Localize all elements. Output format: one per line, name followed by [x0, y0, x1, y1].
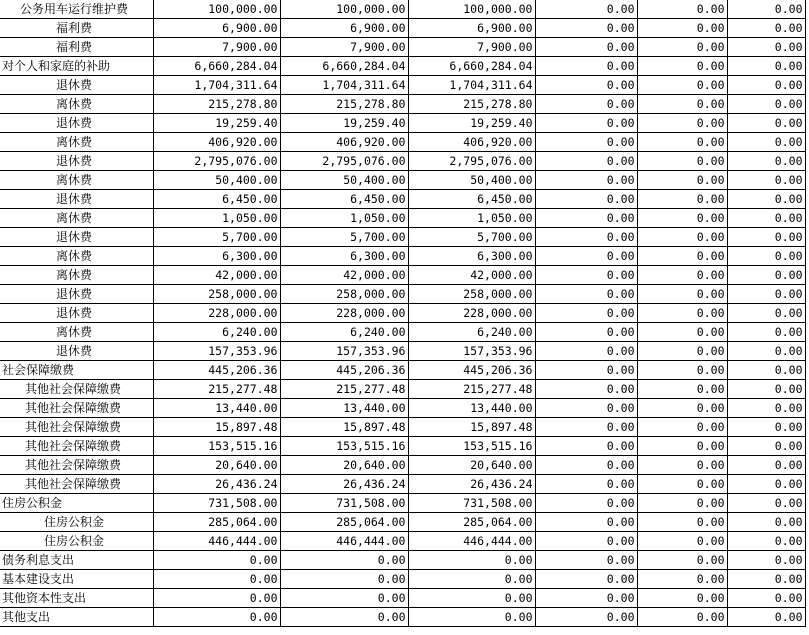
amount-col5-cell[interactable]: 0.00 — [637, 0, 727, 19]
amount-col6-cell[interactable]: 0.00 — [727, 399, 805, 418]
amount-col4-cell[interactable]: 0.00 — [535, 399, 637, 418]
amount-col6-cell[interactable]: 0.00 — [727, 114, 805, 133]
amount-col5-cell[interactable]: 0.00 — [637, 589, 727, 608]
amount-subtotal-cell[interactable]: 406,920.00 — [280, 133, 408, 152]
amount-col5-cell[interactable]: 0.00 — [637, 494, 727, 513]
amount-general-cell[interactable]: 258,000.00 — [408, 285, 535, 304]
amount-total-cell[interactable]: 6,660,284.04 — [153, 57, 280, 76]
row-label-cell[interactable]: 社会保障缴费 — [0, 361, 153, 380]
amount-col5-cell[interactable]: 0.00 — [637, 456, 727, 475]
amount-subtotal-cell[interactable]: 285,064.00 — [280, 513, 408, 532]
table-row — [0, 228, 805, 247]
amount-subtotal-cell[interactable]: 731,508.00 — [280, 494, 408, 513]
amount-col5-cell[interactable]: 0.00 — [637, 285, 727, 304]
amount-general-cell[interactable]: 228,000.00 — [408, 304, 535, 323]
amount-col6-cell[interactable]: 0.00 — [727, 323, 805, 342]
amount-subtotal-cell[interactable]: 157,353.96 — [280, 342, 408, 361]
amount-col4-cell[interactable]: 0.00 — [535, 133, 637, 152]
amount-subtotal-cell[interactable]: 0.00 — [280, 570, 408, 589]
table-row — [0, 570, 805, 589]
amount-total-cell[interactable]: 0.00 — [153, 551, 280, 570]
amount-col4-cell[interactable]: 0.00 — [535, 418, 637, 437]
amount-col5-cell[interactable]: 0.00 — [637, 532, 727, 551]
amount-col6-cell[interactable]: 0.00 — [727, 532, 805, 551]
amount-subtotal-cell[interactable]: 445,206.36 — [280, 361, 408, 380]
row-label-cell[interactable]: 退休费 — [0, 342, 153, 361]
table-row — [0, 551, 805, 570]
table-row — [0, 608, 805, 627]
amount-total-cell[interactable]: 228,000.00 — [153, 304, 280, 323]
amount-total-cell[interactable]: 19,259.40 — [153, 114, 280, 133]
amount-col5-cell[interactable]: 0.00 — [637, 57, 727, 76]
amount-col4-cell[interactable]: 0.00 — [535, 57, 637, 76]
amount-col6-cell[interactable]: 0.00 — [727, 209, 805, 228]
amount-col4-cell[interactable]: 0.00 — [535, 0, 637, 19]
row-label-cell[interactable]: 对个人和家庭的补助 — [0, 57, 153, 76]
amount-col4-cell[interactable]: 0.00 — [535, 456, 637, 475]
row-label-cell[interactable]: 离休费 — [0, 171, 153, 190]
amount-col4-cell[interactable]: 0.00 — [535, 114, 637, 133]
amount-col6-cell[interactable]: 0.00 — [727, 266, 805, 285]
row-label-cell[interactable]: 福利费 — [0, 38, 153, 57]
amount-col4-cell[interactable]: 0.00 — [535, 209, 637, 228]
amount-total-cell[interactable]: 445,206.36 — [153, 361, 280, 380]
amount-col4-cell[interactable]: 0.00 — [535, 304, 637, 323]
table-row — [0, 19, 805, 38]
amount-general-cell[interactable]: 0.00 — [408, 570, 535, 589]
amount-total-cell[interactable]: 20,640.00 — [153, 456, 280, 475]
amount-general-cell[interactable]: 731,508.00 — [408, 494, 535, 513]
amount-col5-cell[interactable]: 0.00 — [637, 437, 727, 456]
amount-col4-cell[interactable]: 0.00 — [535, 532, 637, 551]
row-label-cell[interactable]: 离休费 — [0, 323, 153, 342]
amount-subtotal-cell[interactable]: 15,897.48 — [280, 418, 408, 437]
amount-col6-cell[interactable]: 0.00 — [727, 247, 805, 266]
row-label-cell[interactable]: 离休费 — [0, 209, 153, 228]
table-row — [0, 285, 805, 304]
amount-subtotal-cell[interactable]: 1,050.00 — [280, 209, 408, 228]
table-row — [0, 494, 805, 513]
amount-subtotal-cell[interactable]: 6,660,284.04 — [280, 57, 408, 76]
amount-general-cell[interactable]: 0.00 — [408, 608, 535, 627]
amount-general-cell[interactable]: 100,000.00 — [408, 0, 535, 19]
amount-col5-cell[interactable]: 0.00 — [637, 38, 727, 57]
table-row — [0, 513, 805, 532]
amount-general-cell[interactable]: 20,640.00 — [408, 456, 535, 475]
amount-subtotal-cell[interactable]: 13,440.00 — [280, 399, 408, 418]
amount-col4-cell[interactable]: 0.00 — [535, 437, 637, 456]
row-label-cell[interactable]: 住房公积金 — [0, 513, 153, 532]
amount-subtotal-cell[interactable]: 6,900.00 — [280, 19, 408, 38]
amount-general-cell[interactable]: 2,795,076.00 — [408, 152, 535, 171]
amount-col6-cell[interactable]: 0.00 — [727, 361, 805, 380]
row-label-cell[interactable]: 其他资本性支出 — [0, 589, 153, 608]
amount-col4-cell[interactable]: 0.00 — [535, 551, 637, 570]
amount-total-cell[interactable]: 731,508.00 — [153, 494, 280, 513]
row-label-cell[interactable]: 离休费 — [0, 266, 153, 285]
amount-col5-cell[interactable]: 0.00 — [637, 608, 727, 627]
amount-col6-cell[interactable]: 0.00 — [727, 0, 805, 19]
row-label-cell[interactable]: 退休费 — [0, 152, 153, 171]
amount-col6-cell[interactable]: 0.00 — [727, 551, 805, 570]
amount-col6-cell[interactable]: 0.00 — [727, 57, 805, 76]
amount-general-cell[interactable]: 6,240.00 — [408, 323, 535, 342]
amount-col5-cell[interactable]: 0.00 — [637, 76, 727, 95]
amount-total-cell[interactable]: 215,278.80 — [153, 95, 280, 114]
amount-col5-cell[interactable]: 0.00 — [637, 399, 727, 418]
amount-general-cell[interactable]: 6,450.00 — [408, 190, 535, 209]
amount-subtotal-cell[interactable]: 0.00 — [280, 608, 408, 627]
amount-col6-cell[interactable]: 0.00 — [727, 133, 805, 152]
amount-total-cell[interactable]: 6,900.00 — [153, 19, 280, 38]
amount-col5-cell[interactable]: 0.00 — [637, 304, 727, 323]
amount-subtotal-cell[interactable]: 0.00 — [280, 589, 408, 608]
table-row — [0, 532, 805, 551]
amount-col5-cell[interactable]: 0.00 — [637, 209, 727, 228]
amount-col4-cell[interactable]: 0.00 — [535, 95, 637, 114]
amount-general-cell[interactable]: 1,704,311.64 — [408, 76, 535, 95]
amount-total-cell[interactable]: 2,795,076.00 — [153, 152, 280, 171]
amount-subtotal-cell[interactable]: 5,700.00 — [280, 228, 408, 247]
amount-subtotal-cell[interactable]: 215,277.48 — [280, 380, 408, 399]
row-label-cell[interactable]: 离休费 — [0, 95, 153, 114]
amount-col6-cell[interactable]: 0.00 — [727, 228, 805, 247]
row-label-cell[interactable]: 住房公积金 — [0, 532, 153, 551]
table-row — [0, 475, 805, 494]
amount-general-cell[interactable]: 6,900.00 — [408, 19, 535, 38]
row-label-cell[interactable]: 离休费 — [0, 247, 153, 266]
amount-col6-cell[interactable]: 0.00 — [727, 304, 805, 323]
amount-col6-cell[interactable]: 0.00 — [727, 190, 805, 209]
amount-col6-cell[interactable]: 0.00 — [727, 494, 805, 513]
amount-col5-cell[interactable]: 0.00 — [637, 247, 727, 266]
table-row — [0, 399, 805, 418]
amount-col5-cell[interactable]: 0.00 — [637, 190, 727, 209]
amount-col5-cell[interactable]: 0.00 — [637, 323, 727, 342]
row-label-cell[interactable]: 退休费 — [0, 76, 153, 95]
amount-subtotal-cell[interactable]: 19,259.40 — [280, 114, 408, 133]
table-row — [0, 342, 805, 361]
row-label-cell[interactable]: 退休费 — [0, 190, 153, 209]
amount-subtotal-cell[interactable]: 26,436.24 — [280, 475, 408, 494]
amount-general-cell[interactable]: 0.00 — [408, 551, 535, 570]
amount-subtotal-cell[interactable]: 2,795,076.00 — [280, 152, 408, 171]
amount-subtotal-cell[interactable]: 6,300.00 — [280, 247, 408, 266]
amount-total-cell[interactable]: 5,700.00 — [153, 228, 280, 247]
table-row — [0, 589, 805, 608]
amount-total-cell[interactable]: 215,277.48 — [153, 380, 280, 399]
table-row — [0, 0, 805, 19]
amount-general-cell[interactable]: 446,444.00 — [408, 532, 535, 551]
amount-col6-cell[interactable]: 0.00 — [727, 171, 805, 190]
amount-col4-cell[interactable]: 0.00 — [535, 513, 637, 532]
amount-subtotal-cell[interactable]: 20,640.00 — [280, 456, 408, 475]
row-label-cell[interactable]: 离休费 — [0, 133, 153, 152]
row-label-cell[interactable]: 福利费 — [0, 19, 153, 38]
amount-total-cell[interactable]: 100,000.00 — [153, 0, 280, 19]
amount-col6-cell[interactable]: 0.00 — [727, 570, 805, 589]
amount-col6-cell[interactable]: 0.00 — [727, 456, 805, 475]
amount-general-cell[interactable]: 15,897.48 — [408, 418, 535, 437]
amount-col5-cell[interactable]: 0.00 — [637, 418, 727, 437]
amount-subtotal-cell[interactable]: 446,444.00 — [280, 532, 408, 551]
table-row — [0, 361, 805, 380]
amount-total-cell[interactable]: 7,900.00 — [153, 38, 280, 57]
row-label-cell[interactable]: 其他社会保障缴费 — [0, 475, 153, 494]
amount-col4-cell[interactable]: 0.00 — [535, 247, 637, 266]
amount-col4-cell[interactable]: 0.00 — [535, 380, 637, 399]
amount-total-cell[interactable]: 15,897.48 — [153, 418, 280, 437]
row-label-cell[interactable]: 其他社会保障缴费 — [0, 380, 153, 399]
amount-general-cell[interactable]: 19,259.40 — [408, 114, 535, 133]
amount-col6-cell[interactable]: 0.00 — [727, 418, 805, 437]
amount-total-cell[interactable]: 258,000.00 — [153, 285, 280, 304]
amount-col4-cell[interactable]: 0.00 — [535, 361, 637, 380]
row-label-cell[interactable]: 其他社会保障缴费 — [0, 399, 153, 418]
amount-col4-cell[interactable]: 0.00 — [535, 570, 637, 589]
table-row — [0, 380, 805, 399]
amount-col6-cell[interactable]: 0.00 — [727, 589, 805, 608]
amount-col4-cell[interactable]: 0.00 — [535, 342, 637, 361]
amount-col6-cell[interactable]: 0.00 — [727, 76, 805, 95]
amount-col4-cell[interactable]: 0.00 — [535, 228, 637, 247]
amount-col4-cell[interactable]: 0.00 — [535, 589, 637, 608]
amount-col5-cell[interactable]: 0.00 — [637, 171, 727, 190]
amount-col4-cell[interactable]: 0.00 — [535, 285, 637, 304]
amount-col4-cell[interactable]: 0.00 — [535, 152, 637, 171]
amount-subtotal-cell[interactable]: 153,515.16 — [280, 437, 408, 456]
table-row — [0, 76, 805, 95]
row-label-cell[interactable]: 基本建设支出 — [0, 570, 153, 589]
row-label-cell[interactable]: 退休费 — [0, 228, 153, 247]
amount-total-cell[interactable]: 1,704,311.64 — [153, 76, 280, 95]
amount-general-cell[interactable]: 215,277.48 — [408, 380, 535, 399]
table-row — [0, 437, 805, 456]
table-row — [0, 456, 805, 475]
amount-col5-cell[interactable]: 0.00 — [637, 380, 727, 399]
amount-subtotal-cell[interactable]: 0.00 — [280, 551, 408, 570]
amount-total-cell[interactable]: 285,064.00 — [153, 513, 280, 532]
table-row — [0, 38, 805, 57]
amount-general-cell[interactable]: 215,278.80 — [408, 95, 535, 114]
amount-col4-cell[interactable]: 0.00 — [535, 494, 637, 513]
amount-subtotal-cell[interactable]: 50,400.00 — [280, 171, 408, 190]
amount-col5-cell[interactable]: 0.00 — [637, 19, 727, 38]
table-row — [0, 304, 805, 323]
amount-col6-cell[interactable]: 0.00 — [727, 475, 805, 494]
amount-col5-cell[interactable]: 0.00 — [637, 475, 727, 494]
amount-total-cell[interactable]: 6,300.00 — [153, 247, 280, 266]
amount-col6-cell[interactable]: 0.00 — [727, 95, 805, 114]
amount-subtotal-cell[interactable]: 258,000.00 — [280, 285, 408, 304]
row-label-cell[interactable]: 退休费 — [0, 304, 153, 323]
amount-total-cell[interactable]: 0.00 — [153, 608, 280, 627]
amount-col4-cell[interactable]: 0.00 — [535, 475, 637, 494]
amount-general-cell[interactable]: 6,660,284.04 — [408, 57, 535, 76]
amount-general-cell[interactable]: 6,300.00 — [408, 247, 535, 266]
row-label-cell[interactable]: 其他社会保障缴费 — [0, 437, 153, 456]
amount-total-cell[interactable]: 406,920.00 — [153, 133, 280, 152]
amount-col4-cell[interactable]: 0.00 — [535, 38, 637, 57]
amount-general-cell[interactable]: 42,000.00 — [408, 266, 535, 285]
table-row — [0, 133, 805, 152]
amount-general-cell[interactable]: 285,064.00 — [408, 513, 535, 532]
amount-col4-cell[interactable]: 0.00 — [535, 323, 637, 342]
amount-general-cell[interactable]: 157,353.96 — [408, 342, 535, 361]
amount-col4-cell[interactable]: 0.00 — [535, 190, 637, 209]
amount-col5-cell[interactable]: 0.00 — [637, 266, 727, 285]
table-row — [0, 418, 805, 437]
table-row — [0, 114, 805, 133]
amount-col4-cell[interactable]: 0.00 — [535, 76, 637, 95]
amount-col6-cell[interactable]: 0.00 — [727, 513, 805, 532]
amount-general-cell[interactable]: 0.00 — [408, 589, 535, 608]
amount-col5-cell[interactable]: 0.00 — [637, 133, 727, 152]
row-label-cell[interactable]: 其他支出 — [0, 608, 153, 627]
amount-col5-cell[interactable]: 0.00 — [637, 152, 727, 171]
amount-total-cell[interactable]: 446,444.00 — [153, 532, 280, 551]
amount-col5-cell[interactable]: 0.00 — [637, 551, 727, 570]
amount-col6-cell[interactable]: 0.00 — [727, 285, 805, 304]
amount-col6-cell[interactable]: 0.00 — [727, 380, 805, 399]
amount-subtotal-cell[interactable]: 6,450.00 — [280, 190, 408, 209]
amount-col4-cell[interactable]: 0.00 — [535, 608, 637, 627]
amount-general-cell[interactable]: 5,700.00 — [408, 228, 535, 247]
amount-total-cell[interactable]: 6,240.00 — [153, 323, 280, 342]
amount-general-cell[interactable]: 445,206.36 — [408, 361, 535, 380]
amount-total-cell[interactable]: 6,450.00 — [153, 190, 280, 209]
amount-total-cell[interactable]: 153,515.16 — [153, 437, 280, 456]
table-row — [0, 209, 805, 228]
amount-subtotal-cell[interactable]: 1,704,311.64 — [280, 76, 408, 95]
amount-total-cell[interactable]: 50,400.00 — [153, 171, 280, 190]
table-row — [0, 190, 805, 209]
amount-general-cell[interactable]: 406,920.00 — [408, 133, 535, 152]
amount-subtotal-cell[interactable]: 228,000.00 — [280, 304, 408, 323]
table-row — [0, 57, 805, 76]
table-row — [0, 247, 805, 266]
amount-general-cell[interactable]: 26,436.24 — [408, 475, 535, 494]
table-row — [0, 95, 805, 114]
amount-general-cell[interactable]: 7,900.00 — [408, 38, 535, 57]
amount-general-cell[interactable]: 50,400.00 — [408, 171, 535, 190]
row-label-cell[interactable]: 债务利息支出 — [0, 551, 153, 570]
amount-total-cell[interactable]: 157,353.96 — [153, 342, 280, 361]
amount-col6-cell[interactable]: 0.00 — [727, 342, 805, 361]
amount-col6-cell[interactable]: 0.00 — [727, 38, 805, 57]
amount-subtotal-cell[interactable]: 215,278.80 — [280, 95, 408, 114]
amount-col5-cell[interactable]: 0.00 — [637, 513, 727, 532]
amount-general-cell[interactable]: 153,515.16 — [408, 437, 535, 456]
amount-col4-cell[interactable]: 0.00 — [535, 266, 637, 285]
amount-col6-cell[interactable]: 0.00 — [727, 152, 805, 171]
amount-subtotal-cell[interactable]: 42,000.00 — [280, 266, 408, 285]
amount-total-cell[interactable]: 0.00 — [153, 570, 280, 589]
amount-col5-cell[interactable]: 0.00 — [637, 95, 727, 114]
amount-col5-cell[interactable]: 0.00 — [637, 570, 727, 589]
amount-col6-cell[interactable]: 0.00 — [727, 437, 805, 456]
amount-col5-cell[interactable]: 0.00 — [637, 342, 727, 361]
row-label-cell[interactable]: 其他社会保障缴费 — [0, 456, 153, 475]
amount-col6-cell[interactable]: 0.00 — [727, 608, 805, 627]
table-row — [0, 323, 805, 342]
amount-subtotal-cell[interactable]: 7,900.00 — [280, 38, 408, 57]
amount-col5-cell[interactable]: 0.00 — [637, 361, 727, 380]
row-label-cell[interactable]: 退休费 — [0, 114, 153, 133]
table-row — [0, 152, 805, 171]
row-label-cell[interactable]: 公务用车运行维护费 — [0, 0, 153, 19]
amount-col4-cell[interactable]: 0.00 — [535, 19, 637, 38]
amount-total-cell[interactable]: 13,440.00 — [153, 399, 280, 418]
amount-general-cell[interactable]: 13,440.00 — [408, 399, 535, 418]
amount-col6-cell[interactable]: 0.00 — [727, 19, 805, 38]
amount-col4-cell[interactable]: 0.00 — [535, 171, 637, 190]
amount-total-cell[interactable]: 42,000.00 — [153, 266, 280, 285]
amount-subtotal-cell[interactable]: 100,000.00 — [280, 0, 408, 19]
amount-total-cell[interactable]: 1,050.00 — [153, 209, 280, 228]
row-label-cell[interactable]: 其他社会保障缴费 — [0, 418, 153, 437]
row-label-cell[interactable]: 退休费 — [0, 285, 153, 304]
amount-subtotal-cell[interactable]: 6,240.00 — [280, 323, 408, 342]
row-label-cell[interactable]: 住房公积金 — [0, 494, 153, 513]
amount-total-cell[interactable]: 0.00 — [153, 589, 280, 608]
table-row — [0, 266, 805, 285]
amount-col5-cell[interactable]: 0.00 — [637, 228, 727, 247]
amount-col5-cell[interactable]: 0.00 — [637, 114, 727, 133]
table-row — [0, 171, 805, 190]
amount-total-cell[interactable]: 26,436.24 — [153, 475, 280, 494]
amount-general-cell[interactable]: 1,050.00 — [408, 209, 535, 228]
